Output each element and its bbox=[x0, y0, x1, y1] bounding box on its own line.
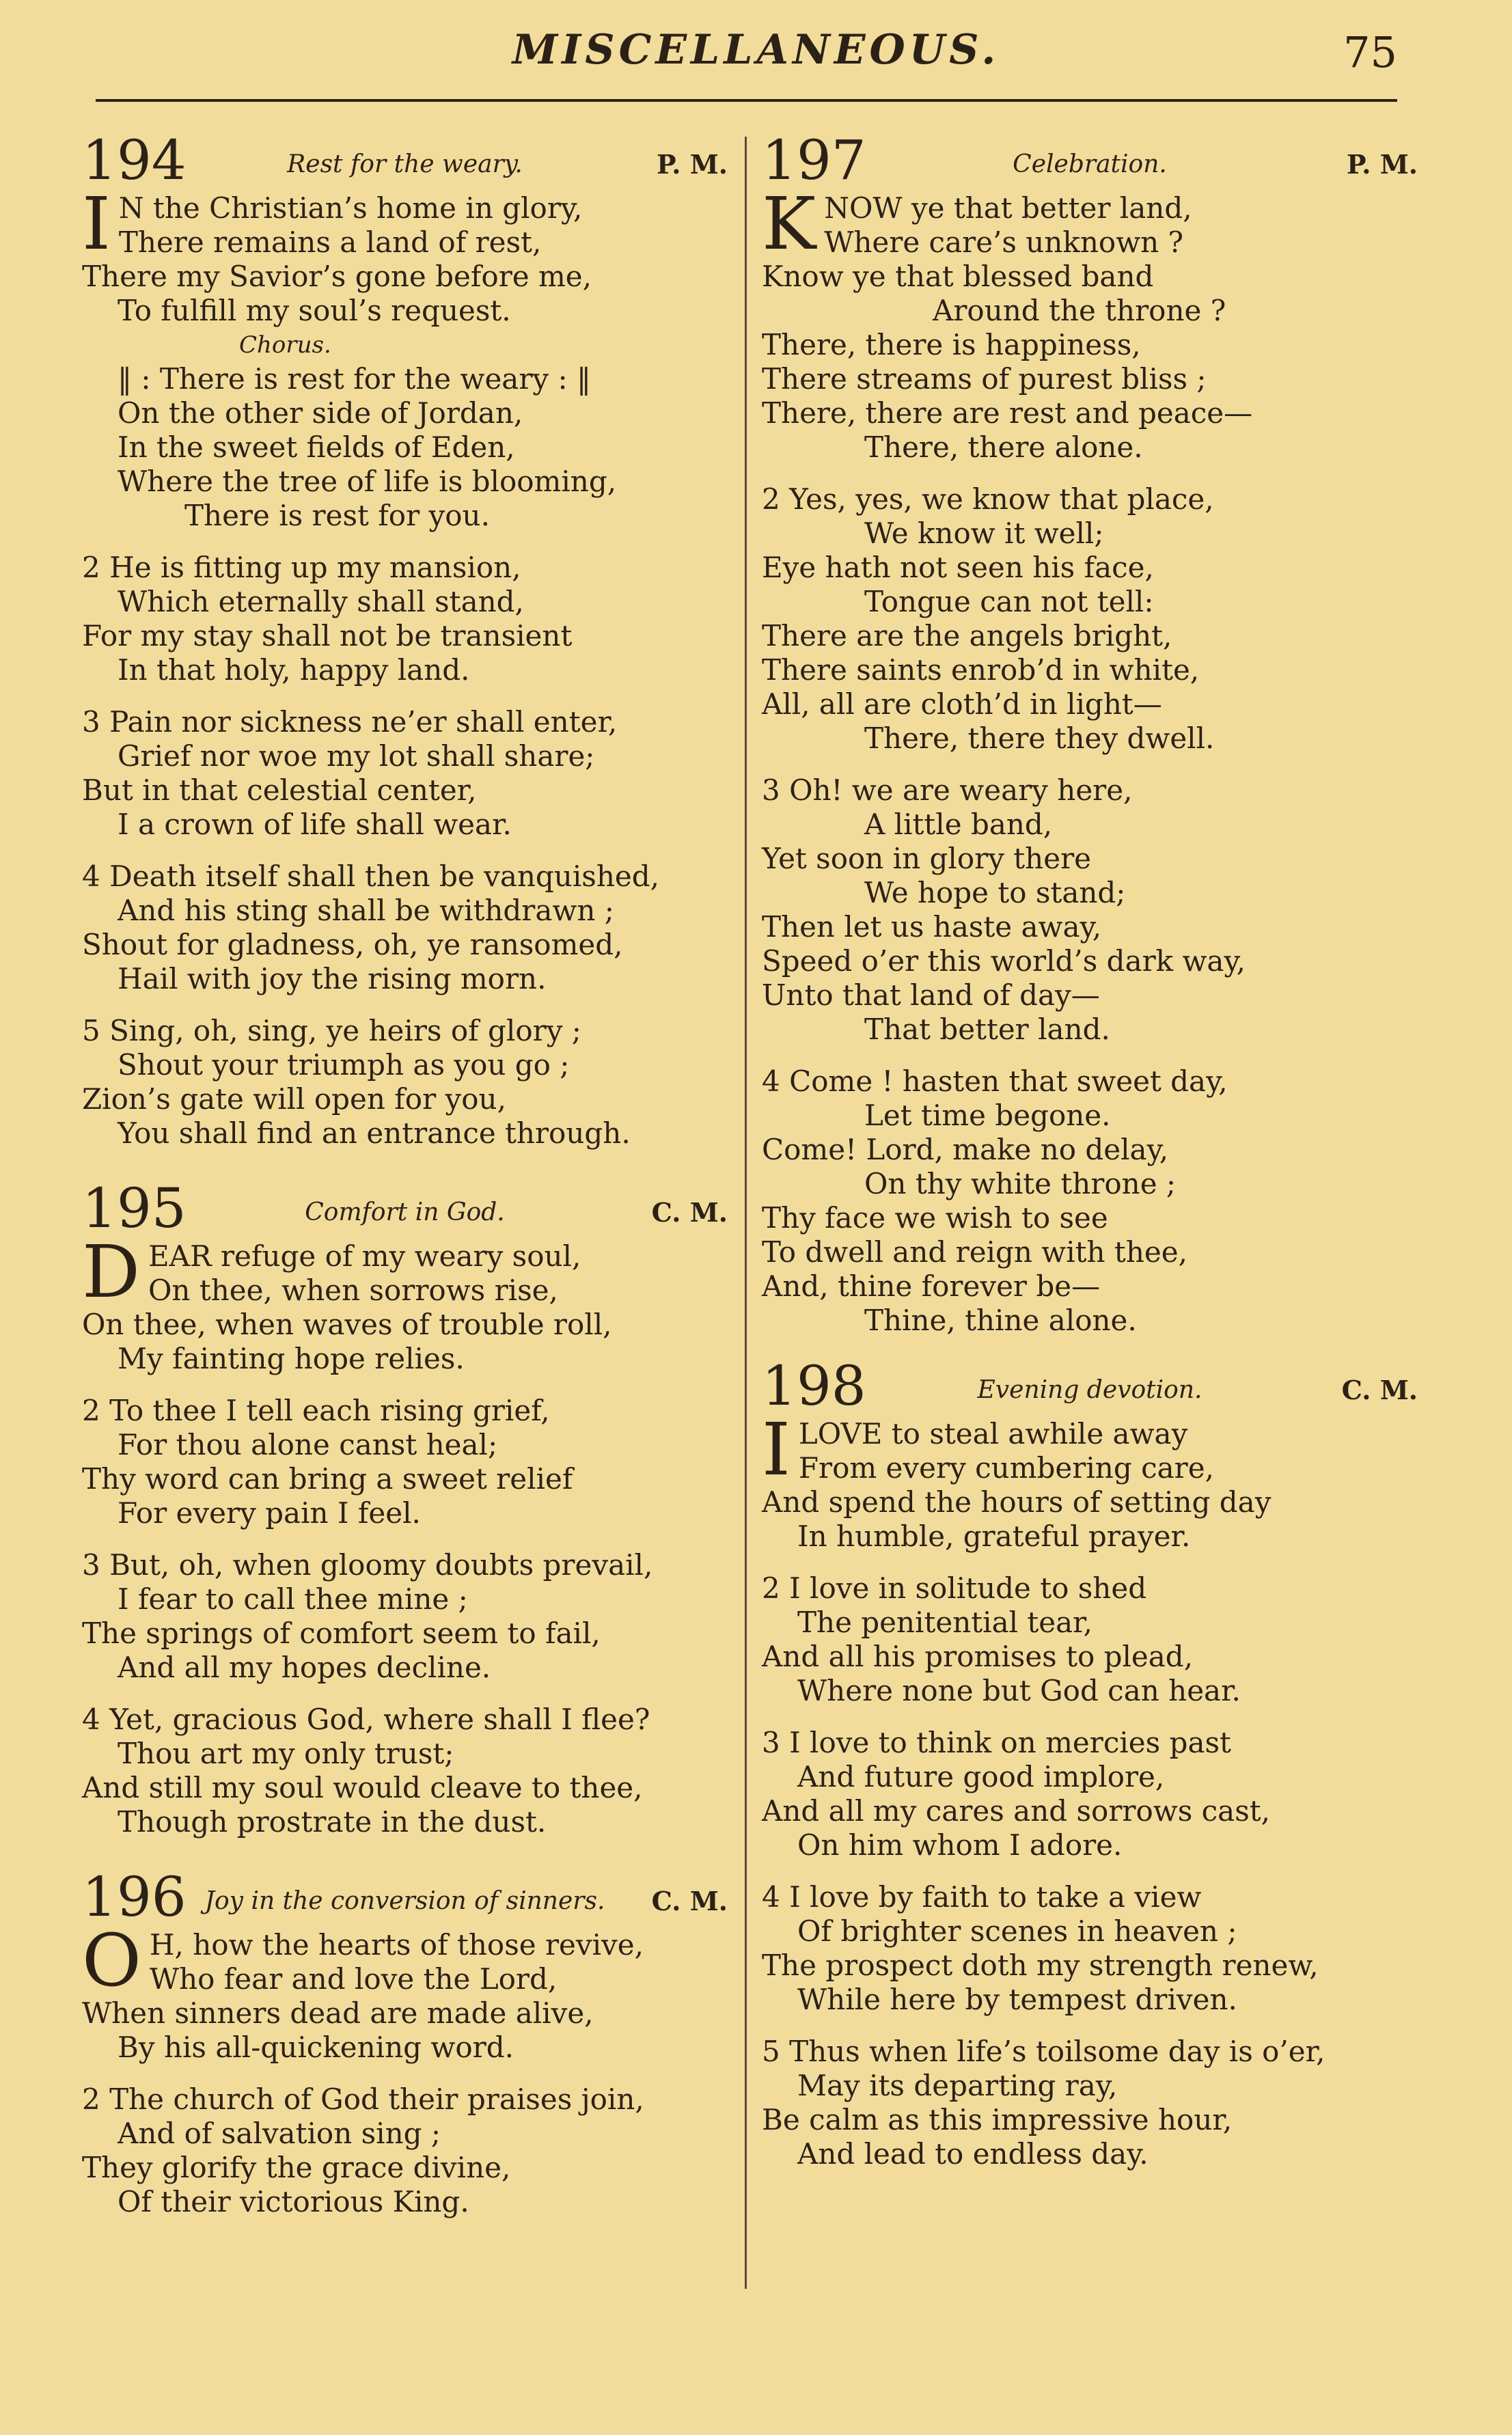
verse-line: There is rest for you. bbox=[184, 499, 490, 532]
verse-line: 2 To thee I tell each rising grief, bbox=[82, 1394, 550, 1427]
stanza-3 bbox=[82, 705, 728, 842]
verse-line: N the Christian’s home in glory, bbox=[118, 191, 583, 225]
verse-line: Let time begone. bbox=[864, 1099, 1111, 1132]
verse-line: 2 Yes, yes, we know that place, bbox=[762, 482, 1214, 516]
hymn-198 bbox=[762, 1356, 1418, 2171]
chorus bbox=[82, 328, 728, 533]
stanza-5 bbox=[82, 1014, 728, 1151]
verse-line: Speed o’er this world’s dark way, bbox=[762, 944, 1246, 978]
verse-line: On thee, when sorrows rise, bbox=[148, 1274, 558, 1307]
hymn-meter: P. M. bbox=[1346, 149, 1418, 180]
hymn-number: 194 bbox=[82, 128, 187, 192]
verse-line: 2 The church of God their praises join, bbox=[82, 2082, 644, 2116]
verse-line: When sinners dead are made alive, bbox=[82, 1996, 594, 2030]
verse-line: Come! Lord, make no delay, bbox=[762, 1133, 1169, 1166]
verse-line: Where care’s unknown ? bbox=[824, 225, 1184, 259]
verse-line: 3 Oh! we are weary here, bbox=[762, 773, 1133, 807]
left-column bbox=[82, 130, 728, 2219]
stanza-2 bbox=[82, 1394, 728, 1530]
drop-cap: K bbox=[762, 182, 816, 266]
verse-line: 5 Thus when life’s toilsome day is o’er, bbox=[762, 2035, 1325, 2068]
hymn-196 bbox=[82, 1867, 728, 2219]
stanza-2 bbox=[762, 482, 1418, 756]
verse-line: They glorify the grace divine, bbox=[82, 2151, 511, 2184]
drop-cap: I bbox=[762, 1407, 791, 1491]
verse-line: For every pain I feel. bbox=[118, 1496, 421, 1530]
verse-line: Yet soon in glory there bbox=[762, 842, 1091, 875]
verse-line: And future good implore, bbox=[797, 1760, 1165, 1793]
verse-line: My fainting hope relies. bbox=[118, 1342, 465, 1375]
hymn-header bbox=[82, 1867, 728, 1928]
hymn-header bbox=[762, 1356, 1418, 1417]
stanza-1 bbox=[82, 1230, 728, 1376]
verse-line: Of their victorious King. bbox=[118, 2185, 469, 2218]
page-number: 75 bbox=[1343, 27, 1397, 77]
verse-line: We know it well; bbox=[864, 517, 1104, 550]
hymn-meter: P. M. bbox=[656, 149, 728, 180]
hymn-title: Comfort in God. bbox=[305, 1198, 505, 1226]
stanza-1 bbox=[762, 182, 1418, 465]
drop-cap: I bbox=[82, 182, 111, 266]
verse-line: There, there they dwell. bbox=[864, 721, 1215, 755]
verse-line: By his all-quickening word. bbox=[118, 2031, 514, 2064]
verse-line: Eye hath not seen his face, bbox=[762, 551, 1154, 584]
verse-line: May its departing ray, bbox=[797, 2069, 1118, 2102]
page-header bbox=[0, 26, 1512, 81]
hymn-meter: C. M. bbox=[651, 1197, 728, 1228]
verse-line: Where none but God can hear. bbox=[797, 1674, 1241, 1707]
verse-line: Around the throne ? bbox=[933, 294, 1226, 327]
verse-line: I fear to call thee mine ; bbox=[118, 1582, 468, 1616]
verse-line: 4 Come ! hasten that sweet day, bbox=[762, 1064, 1228, 1098]
verse-line: For my stay shall not be transient bbox=[82, 619, 573, 652]
stanza-4 bbox=[762, 1880, 1418, 2017]
drop-cap: D bbox=[82, 1230, 140, 1314]
verse-line: On the other side of Jordan, bbox=[118, 396, 523, 430]
verse-line: And spend the hours of setting day bbox=[762, 1485, 1272, 1519]
verse-line: Then let us haste away, bbox=[762, 910, 1102, 944]
verse-line: And all his promises to plead, bbox=[762, 1640, 1194, 1673]
verse-line: 2 I love in solitude to shed bbox=[762, 1571, 1147, 1605]
hymn-title: Joy in the conversion of sinners. bbox=[204, 1887, 605, 1915]
stanza-3 bbox=[762, 1726, 1418, 1862]
hymn-title: Celebration. bbox=[1013, 150, 1167, 178]
verse-line: For thou alone canst heal; bbox=[118, 1428, 498, 1461]
verse-line: To fulfill my soul’s request. bbox=[118, 294, 511, 327]
verse-line: Know ye that blessed band bbox=[762, 260, 1154, 293]
verse-line: EAR refuge of my weary soul, bbox=[148, 1239, 581, 1273]
hymn-197 bbox=[762, 130, 1418, 1338]
hymn-header bbox=[82, 1178, 728, 1239]
verse-line: There saints enrob’d in white, bbox=[762, 653, 1200, 687]
verse-line: NOW ye that better land, bbox=[824, 191, 1192, 225]
verse-line: 2 He is fitting up my mansion, bbox=[82, 551, 521, 584]
verse-line: There are the angels bright, bbox=[762, 619, 1172, 652]
verse-line: And his sting shall be withdrawn ; bbox=[118, 894, 614, 927]
hymn-number: 195 bbox=[82, 1177, 187, 1240]
verse-line: Shout for gladness, oh, ye ransomed, bbox=[82, 928, 623, 961]
right-column bbox=[762, 130, 1418, 2171]
column-divider bbox=[745, 137, 747, 2289]
header-rule bbox=[96, 99, 1397, 102]
stanza-1 bbox=[762, 1407, 1418, 1554]
verse-line: There, there alone. bbox=[864, 430, 1143, 464]
chorus-label: Chorus. bbox=[239, 331, 331, 359]
verse-line: And, thine forever be— bbox=[762, 1269, 1101, 1303]
verse-line: Who fear and love the Lord, bbox=[149, 1962, 558, 1996]
hymn-header bbox=[762, 130, 1418, 191]
verse-line: And of salvation sing ; bbox=[118, 2117, 441, 2150]
verse-line: A little band, bbox=[864, 808, 1053, 841]
verse-line: There remains a land of rest, bbox=[118, 225, 542, 259]
verse-line: Thou art my only trust; bbox=[118, 1737, 454, 1770]
verse-line: Shout your triumph as you go ; bbox=[118, 1048, 570, 1082]
hymn-title: Rest for the weary. bbox=[287, 150, 523, 178]
verse-line: Though prostrate in the dust. bbox=[118, 1805, 547, 1839]
hymn-number: 197 bbox=[762, 128, 866, 192]
hymn-number: 196 bbox=[82, 1865, 187, 1929]
verse-line: Zion’s gate will open for you, bbox=[82, 1082, 506, 1116]
verse-line: Thy word can bring a sweet relief bbox=[82, 1462, 573, 1496]
stanza-2 bbox=[762, 1571, 1418, 1708]
verse-line: The springs of comfort seem to fail, bbox=[82, 1617, 601, 1650]
verse-line: I a crown of life shall wear. bbox=[118, 808, 512, 841]
verse-line: Grief nor woe my lot shall share; bbox=[118, 739, 595, 773]
stanza-1 bbox=[82, 1918, 728, 2065]
hymn-header bbox=[82, 130, 728, 191]
stanza-1 bbox=[82, 182, 728, 328]
stanza-4 bbox=[82, 859, 728, 996]
verse-line: But in that celestial center, bbox=[82, 773, 477, 807]
verse-line: There, there is happiness, bbox=[762, 328, 1141, 361]
verse-line: There streams of purest bliss ; bbox=[762, 362, 1207, 396]
verse-line: In that holy, happy land. bbox=[118, 653, 470, 687]
hymn-meter: C. M. bbox=[651, 1886, 728, 1916]
verse-line: H, how the hearts of those revive, bbox=[149, 1928, 644, 1962]
verse-line: You shall find an entrance through. bbox=[118, 1116, 631, 1150]
drop-cap: O bbox=[82, 1918, 141, 2003]
verse-line: In humble, grateful prayer. bbox=[797, 1519, 1191, 1553]
hymn-meter: C. M. bbox=[1341, 1375, 1418, 1405]
stanza-3 bbox=[762, 773, 1418, 1047]
verse-line: All, all are cloth’d in light— bbox=[762, 687, 1162, 721]
verse-line: Which eternally shall stand, bbox=[118, 585, 524, 618]
verse-line: Thine, thine alone. bbox=[864, 1304, 1137, 1337]
verse-line: Where the tree of life is blooming, bbox=[118, 465, 617, 498]
verse-line: There my Savior’s gone before me, bbox=[82, 260, 592, 293]
stanza-2 bbox=[82, 2082, 728, 2219]
verse-line: And still my soul would cleave to thee, bbox=[82, 1771, 643, 1804]
stanza-4 bbox=[762, 1064, 1418, 1338]
verse-line: And all my hopes decline. bbox=[118, 1651, 491, 1684]
verse-line: 4 Death itself shall then be vanquished, bbox=[82, 859, 659, 893]
stanza-4 bbox=[82, 1703, 728, 1839]
verse-line: The prospect doth my strength renew, bbox=[762, 1949, 1319, 1982]
verse-line: Be calm as this impressive hour, bbox=[762, 2103, 1233, 2136]
running-title: MISCELLANEOUS. bbox=[512, 26, 1000, 74]
verse-line: On him whom I adore. bbox=[797, 1828, 1123, 1862]
verse-line: 4 Yet, gracious God, where shall I flee? bbox=[82, 1703, 650, 1736]
hymn-194 bbox=[82, 130, 728, 1151]
verse-line: LOVE to steal awhile away bbox=[798, 1417, 1188, 1450]
hymn-number: 198 bbox=[762, 1354, 866, 1418]
verse-line: 4 I love by faith to take a view bbox=[762, 1880, 1202, 1914]
verse-line: In the sweet fields of Eden, bbox=[118, 430, 515, 464]
verse-line: While here by tempest driven. bbox=[797, 1983, 1237, 2016]
verse-line: Thy face we wish to see bbox=[762, 1201, 1108, 1235]
stanza-3 bbox=[82, 1548, 728, 1685]
verse-line: We hope to stand; bbox=[864, 876, 1126, 909]
verse-line: 3 I love to think on mercies past bbox=[762, 1726, 1231, 1759]
verse-line: Hail with joy the rising morn. bbox=[118, 962, 547, 995]
verse-line: That better land. bbox=[864, 1013, 1110, 1046]
hymn-195 bbox=[82, 1178, 728, 1839]
stanza-2 bbox=[82, 551, 728, 687]
verse-line: Tongue can not tell: bbox=[864, 585, 1154, 618]
verse-line: From every cumbering care, bbox=[798, 1451, 1214, 1485]
verse-line: And lead to endless day. bbox=[797, 2137, 1149, 2171]
verse-line: Unto that land of day— bbox=[762, 978, 1100, 1012]
verse-line: 3 Pain nor sickness ne’er shall enter, bbox=[82, 705, 618, 739]
verse-line: On thee, when waves of trouble roll, bbox=[82, 1308, 612, 1341]
verse-line: There, there are rest and peace— bbox=[762, 396, 1253, 430]
verse-line: ‖ : There is rest for the weary : ‖ bbox=[118, 362, 591, 396]
verse-line: And all my cares and sorrows cast, bbox=[762, 1794, 1270, 1828]
verse-line: To dwell and reign with thee, bbox=[762, 1235, 1187, 1269]
verse-line: The penitential tear, bbox=[797, 1606, 1092, 1639]
verse-line: 3 But, oh, when gloomy doubts prevail, bbox=[82, 1548, 653, 1582]
verse-line: Of brighter scenes in heaven ; bbox=[797, 1914, 1237, 1948]
hymn-title: Evening devotion. bbox=[977, 1376, 1202, 1404]
verse-line: On thy white throne ; bbox=[864, 1167, 1177, 1200]
stanza-5 bbox=[762, 2035, 1418, 2171]
verse-line: 5 Sing, oh, sing, ye heirs of glory ; bbox=[82, 1014, 581, 1047]
